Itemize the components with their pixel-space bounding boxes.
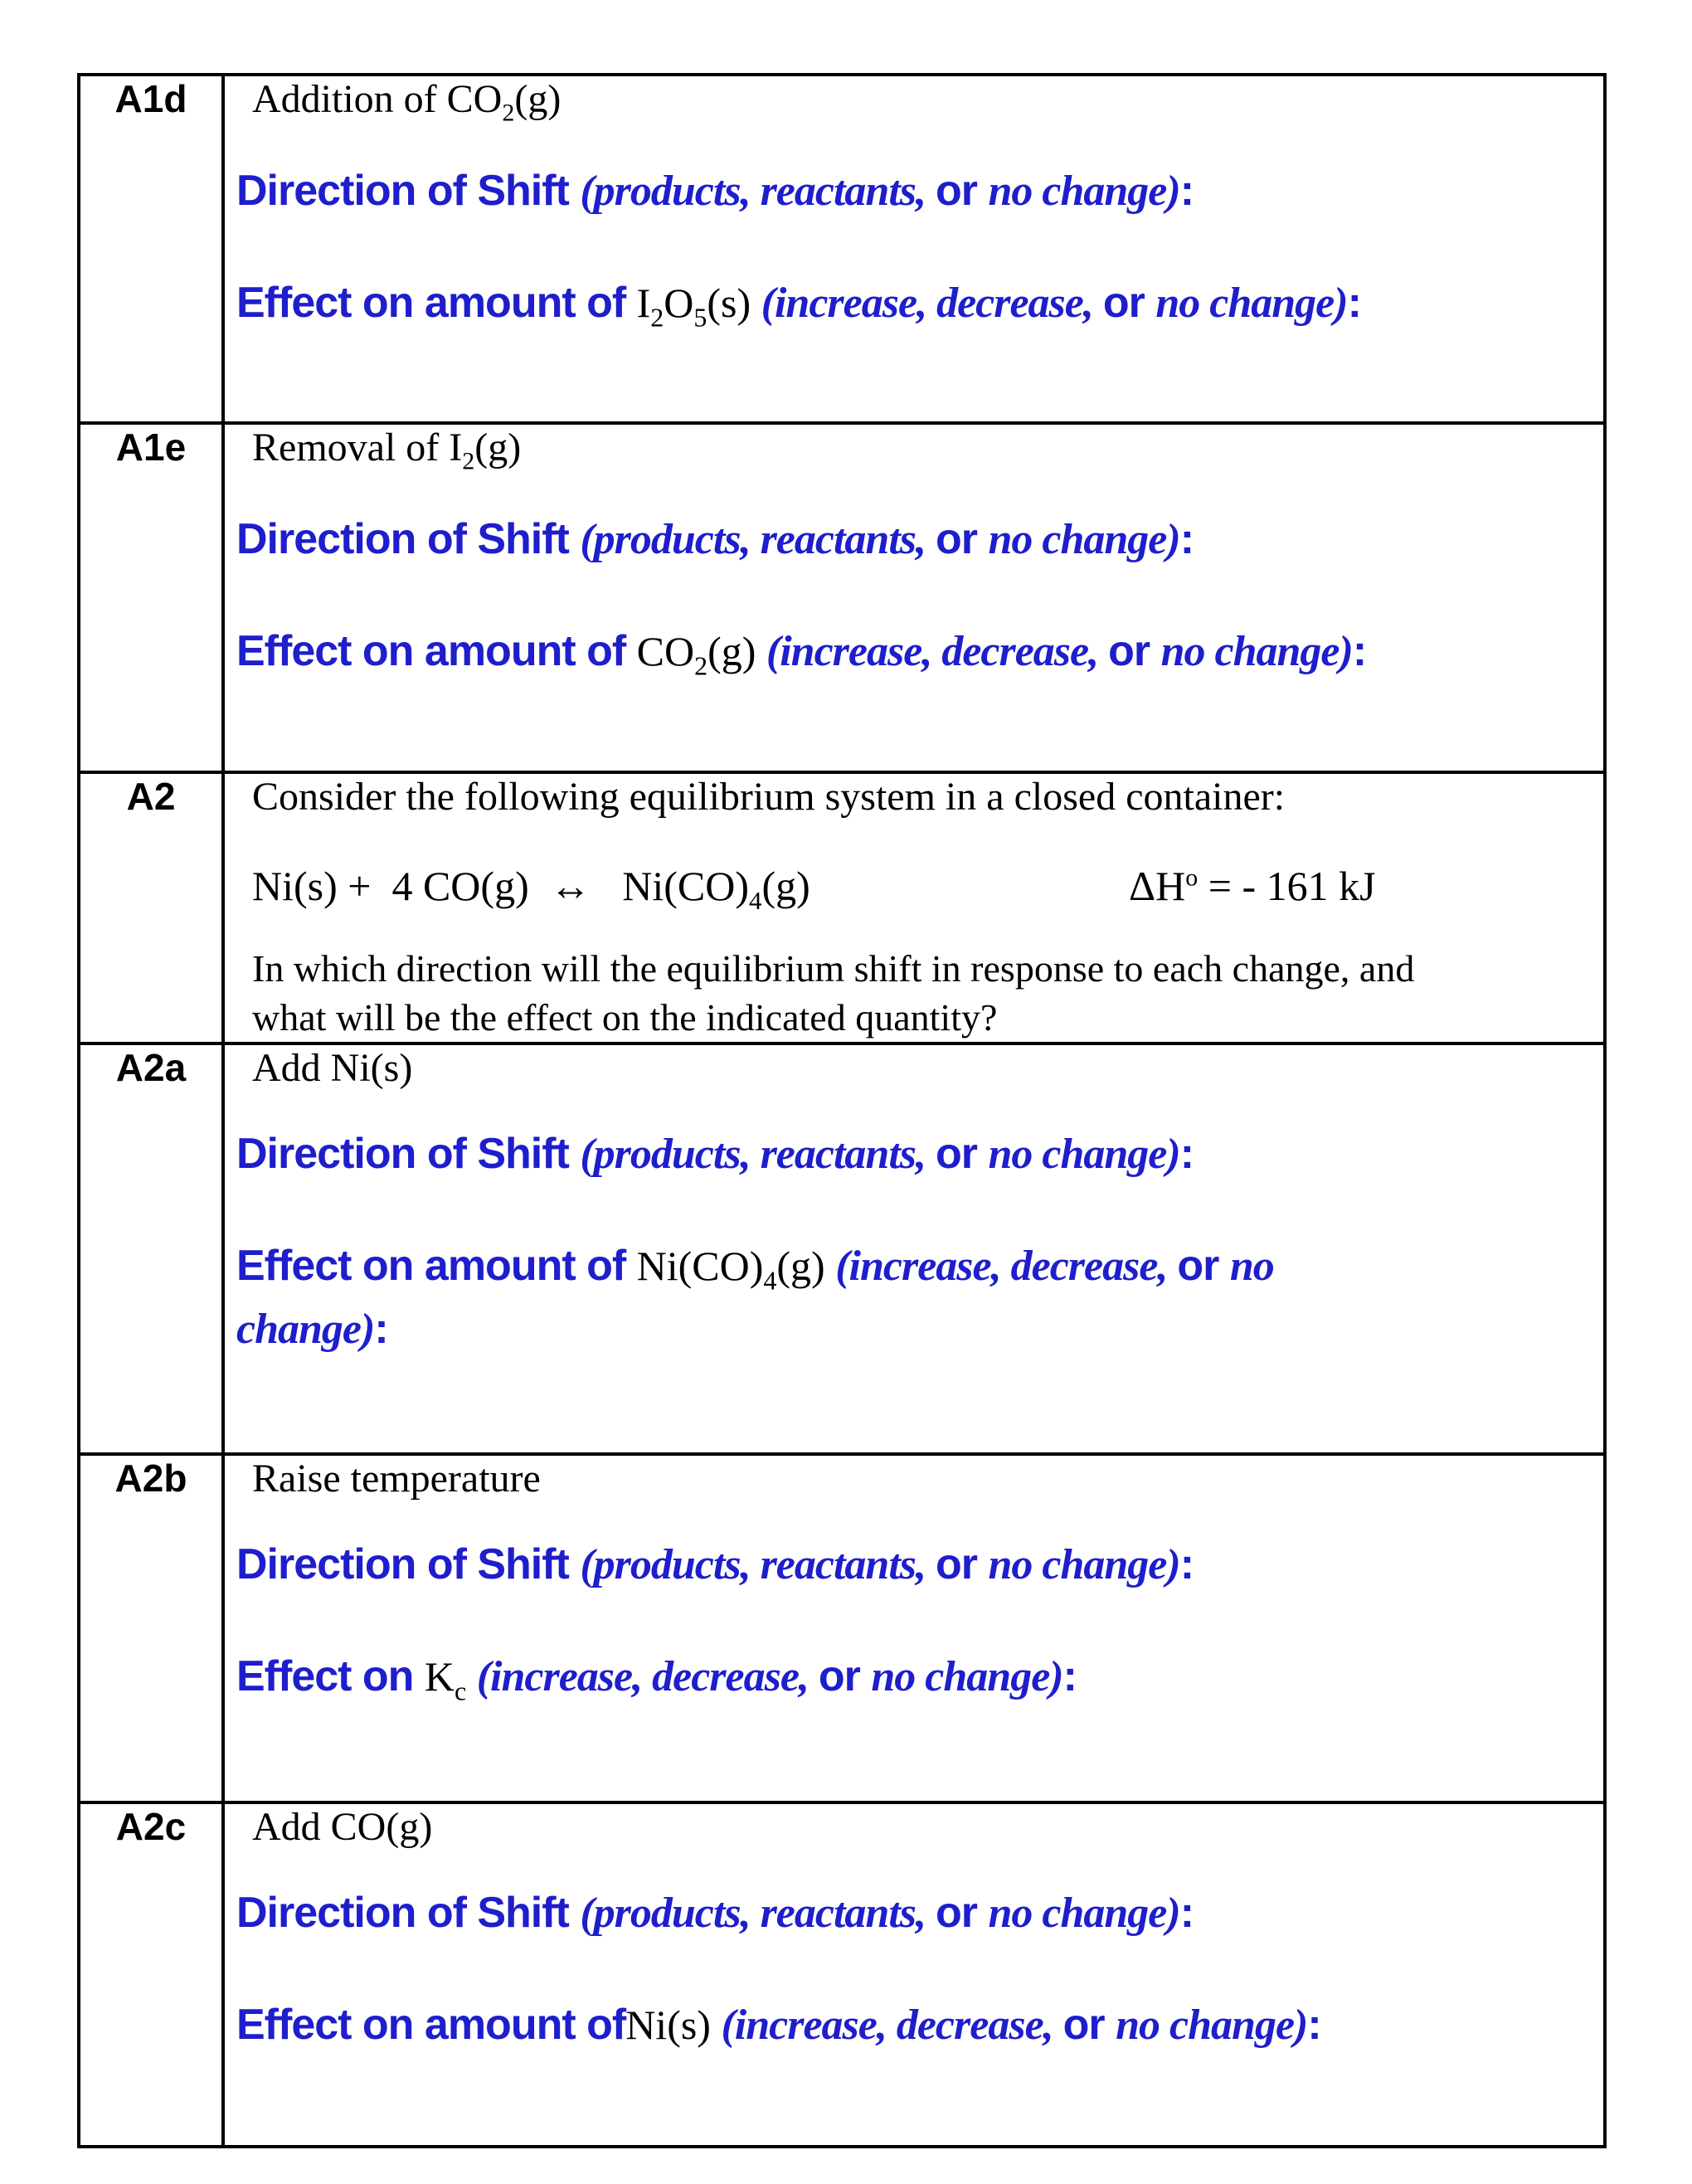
equation-enthalpy: $\Delta H^o$ = - 161 kJ (1129, 863, 1376, 910)
question-content-cell (223, 772, 1605, 1043)
question-text-line1: In which direction will the equilibrium shift in response to each change, and (252, 946, 1415, 990)
table-row-a2c (79, 1802, 1605, 2147)
scenario-text: Removal of $I_2(g)$ (252, 426, 522, 475)
question-id: A2b (114, 1456, 187, 1500)
table-row-a2a (79, 1043, 1605, 1454)
table-row-a1e (79, 423, 1605, 772)
intro-text: Consider the following equilibrium system in a closed container: (252, 775, 1286, 819)
question-id: A2a (115, 1045, 187, 1089)
direction-of-shift-line: Direction of Shift (products, reactants, or no change): (236, 1889, 1194, 1938)
direction-of-shift-line: Direction of Shift (products, reactants, or no change): (236, 1540, 1194, 1589)
question-id-cell (79, 75, 223, 423)
effect-line: Effect on $K_c$ (increase, decrease, or no change): (236, 1652, 1077, 1706)
question-id-cell (79, 1454, 223, 1802)
effect-line: Effect on amount of $Ni(CO)_4(g)$ (increase, decrease, or no (236, 1242, 1274, 1296)
table-row-a2b (79, 1454, 1605, 1802)
table-row-a2 (79, 772, 1605, 1043)
direction-of-shift-line: Direction of Shift (products, reactants, or no change): (236, 167, 1194, 216)
effect-line-continued: change): (236, 1304, 388, 1353)
question-id: A1d (114, 77, 187, 120)
question-content-cell (223, 423, 1605, 772)
scenario-text: Addition of $CO_2(g)$ (252, 77, 562, 127)
question-id: A2 (126, 775, 176, 818)
scenario-text: Add CO(g) (252, 1804, 433, 1849)
question-id-cell (79, 1043, 223, 1454)
effect-line: Effect on amount of $I_2O_5(s)$ (increase, decrease, or no change): (236, 279, 1361, 333)
effect-line: Effect on amount ofNi(s) (increase, decrease, or no change): (236, 2001, 1321, 2050)
question-id: A1e (115, 426, 187, 469)
table-row-a1d (79, 75, 1605, 423)
chemical-equation (252, 863, 1603, 916)
scenario-text: Raise temperature (252, 1456, 541, 1501)
question-id: A2c (115, 1804, 187, 1848)
direction-of-shift-line: Direction of Shift (products, reactants, or no change): (236, 1130, 1194, 1179)
question-content-cell (223, 1043, 1605, 1454)
question-content-cell (223, 1454, 1605, 1802)
question-content-cell (223, 75, 1605, 423)
equation-reaction: Ni(s) + 4 CO(g) ↔ $Ni(CO)_4(g)$ (252, 863, 810, 916)
scenario-text: Add Ni(s) (252, 1045, 413, 1090)
question-id-cell (79, 772, 223, 1043)
question-id-cell (79, 423, 223, 772)
question-id-cell (79, 1802, 223, 2147)
question-content-cell (223, 1802, 1605, 2147)
question-text-line2: what will be the effect on the indicated quantity? (252, 996, 998, 1039)
equilibrium-worksheet-table (77, 73, 1607, 2148)
direction-of-shift-line: Direction of Shift (products, reactants, or no change): (236, 515, 1194, 564)
effect-line: Effect on amount of $CO_2(g)$ (increase, decrease, or no change): (236, 627, 1367, 681)
